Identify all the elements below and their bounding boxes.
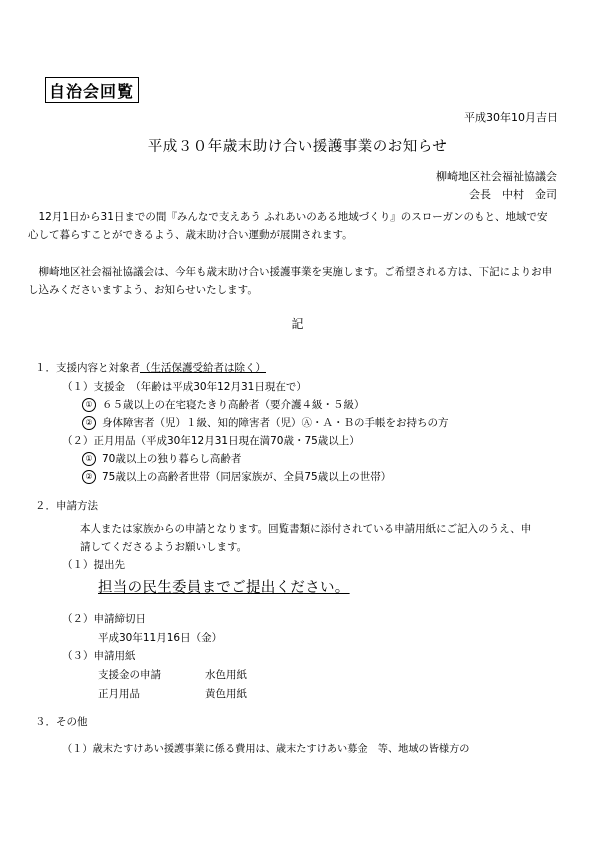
- section3-heading: ３．その他: [35, 716, 88, 728]
- section2-item3: （３）申請用紙: [62, 650, 136, 662]
- section1-item2b-text: 75歳以上の高齢者世帯（同居家族が、全員75歳以上の世帯）: [102, 471, 392, 483]
- section1-item1b: [82, 415, 449, 430]
- section1-item2: （２）正月用品（平成30年12月31日現在満70歳・75歳以上）: [62, 435, 360, 447]
- number-1-icon: ①: [82, 398, 96, 412]
- number-1-icon: ①: [82, 452, 96, 466]
- section1-item2a: [82, 451, 241, 466]
- section2-body: 本人または家族からの申請となります。回覧書類に添付されている申請用紙にご記入のうえ、申請してくださるようお願いします。: [80, 523, 532, 553]
- section1-heading: １．支援内容と対象者（生活保護受給者は除く）: [35, 362, 266, 374]
- page-title: 平成３０年歳末助け合い援護事業のお知らせ: [147, 139, 448, 155]
- section2-heading: ２．申請方法: [35, 500, 98, 512]
- section2-item1: （１）提出先: [62, 559, 125, 571]
- submit-to-notice: 担当の民生委員までご提出ください。: [98, 580, 350, 596]
- form1-color: 水色用紙: [205, 669, 247, 681]
- intro-paragraph-1: 12月1日から31日までの間『みんなで支えあう ふれあいのある地域づくり』のスローガンのもと、地域で安心して暮らすことができるよう、歳末助け合い運動が展開されます。: [28, 211, 548, 241]
- document-date: 平成30年10月吉日: [464, 111, 558, 124]
- section1-heading-note: （生活保護受給者は除く）: [140, 362, 266, 374]
- issuing-organization: 柳崎地区社会福祉協議会: [436, 170, 557, 183]
- chairperson: 会長 中村 金司: [469, 188, 557, 201]
- number-2-icon: ②: [82, 470, 96, 484]
- form2-color: 黄色用紙: [205, 688, 247, 700]
- section1-item2a-text: 70歳以上の独り暮らし高齢者: [102, 453, 242, 465]
- section1-item1b-text: 身体障害者（児）１級、知的障害者（児）Ⓐ・Ａ・Ｂの手帳をお持ちの方: [102, 417, 449, 429]
- section3-item1: （１）歳末たすけあい援護事業に係る費用は、歳末たすけあい募金 等、地域の皆様方の: [62, 744, 470, 755]
- intro-paragraph-2: 柳崎地区社会福祉協議会は、今年も歳末助け合い援護事業を実施します。ご希望される方は、下記によりお申し込みくださいますよう、お知らせいたします。: [28, 266, 553, 296]
- ki-heading: 記: [291, 317, 304, 331]
- section2-item2: （２）申請締切日: [62, 613, 146, 625]
- section1-item1a: [82, 397, 365, 412]
- circulation-stamp: 自治会回覧: [45, 77, 139, 103]
- section1-item1: （１）支援金 （年齢は平成30年12月31日現在で）: [62, 381, 307, 393]
- section1-item2b: [82, 469, 391, 484]
- number-2-icon: ②: [82, 416, 96, 430]
- form1-label: 支援金の申請: [98, 669, 161, 681]
- section1-item1a-text: ６５歳以上の在宅寝たきり高齢者（要介護４級・５級）: [102, 399, 365, 411]
- form2-label: 正月用品: [98, 688, 140, 700]
- application-deadline: 平成30年11月16日（金）: [98, 632, 223, 644]
